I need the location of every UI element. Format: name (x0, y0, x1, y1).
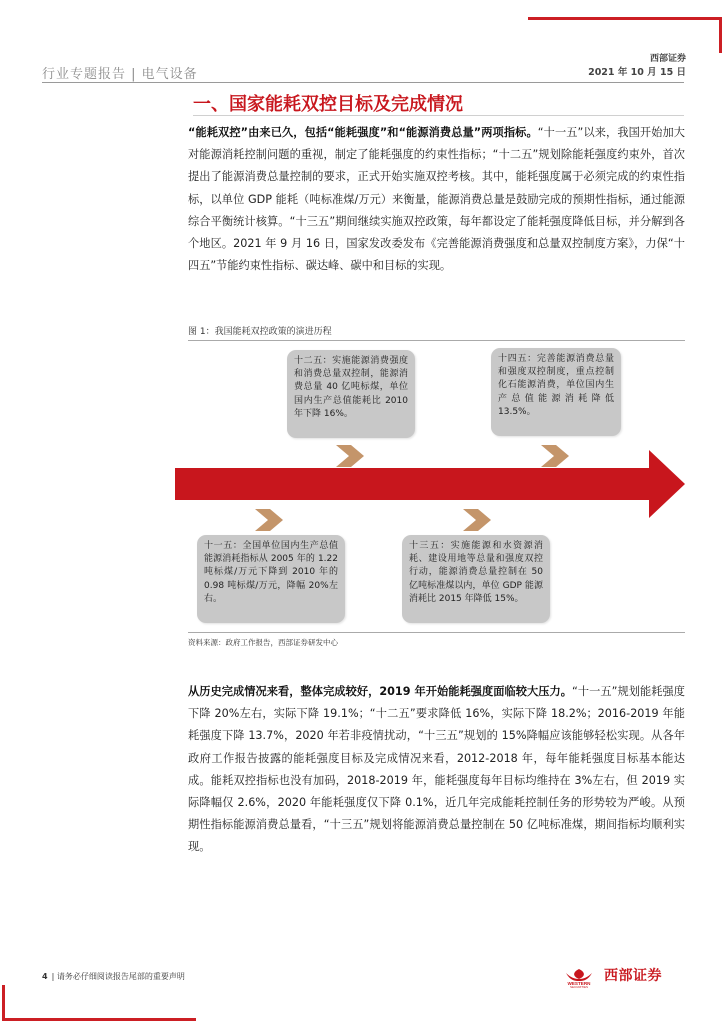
section-divider (193, 115, 684, 116)
chevron-lower (463, 509, 491, 531)
card-14th-five-year-plan: 十四五：完善能源消费总量和强度双控制度，重点控制化石能源消费，单位国内生产总值能源消耗降低 13.5%。 (491, 348, 621, 436)
corner-accent-top-vertical (719, 17, 722, 53)
report-date: 2021 年 10 月 15 日 (588, 67, 686, 78)
corner-accent-bottom-horizontal (2, 1018, 196, 1021)
footer-notice (42, 971, 185, 982)
paragraph-intro-body: “十一五”以来，我国开始加大对能源消耗控制问题的重视，制定了能耗强度的约束性指标；“十二五”规划除能耗强度约束外，首次提出了能源消费总量控制的要求，正式开始实施双控考核。其中，能耗强度属于必须完成的约束性指标，以单位 GDP 能耗（吨标准煤/万元）来衡量，能源消费总量是鼓励完成的预期性指标，通过能源综合平衡统计核算。“十三五”期间继续实施双控政策，每年都设定了能耗强度降低目标，并分解到各个地区。2021 年 9 月 16 日，国家发改委发布《完善能源消费强度和总量双控制度方案》，力保“十四五”节能约束性指标、碳达峰、碳中和目标的实现。 (188, 126, 685, 273)
section-title: 一、国家能耗双控目标及完成情况 (193, 94, 463, 115)
paragraph-history (188, 681, 685, 859)
corner-accent-top-horizontal (528, 17, 722, 20)
page-number: 4 (42, 972, 48, 981)
figure-top-rule (188, 340, 685, 341)
logo-text: WESTERN (567, 981, 591, 986)
card-13th-five-year-plan: 十三五：实施能源和水资源消耗、建设用地等总量和强度双控行动，能源消费总量控制在 50 亿吨标准煤以内，单位 GDP 能源消耗比 2015 年降低 15%。 (402, 535, 550, 623)
paragraph-intro-lead: “能耗双控”由来已久，包括“能耗强度”和“能源消费总量”两项指标。 (188, 126, 538, 139)
policy-evolution-diagram (175, 342, 685, 632)
paragraph-history-lead: 从历史完成情况来看，整体完成较好，2019 年开始能耗强度面临较大压力。 (188, 685, 573, 698)
logo-subtext: SECURITIES (569, 985, 589, 988)
figure-title: 图 1：我国能耗双控政策的演进历程 (188, 327, 332, 337)
corner-accent-bottom-vertical (2, 985, 5, 1021)
timeline-arrow (175, 450, 685, 518)
western-logo-icon (558, 968, 600, 992)
report-category: 行业专题报告 | 电气设备 (42, 67, 198, 82)
card-11th-five-year-plan: 十一五：全国单位国内生产总值能源消耗指标从 2005 年的 1.22 吨标煤/万元下降到 2010 年的 0.98 吨标煤/万元，降幅 20%左右。 (197, 535, 345, 623)
chevron-upper-right (541, 445, 569, 467)
disclaimer-notice: | 请务必仔细阅读报告尾部的重要声明 (51, 972, 185, 981)
figure-source: 资料来源：政府工作报告，西部证券研发中心 (188, 638, 338, 647)
footer-brand: 西部证券 (604, 968, 662, 984)
figure-bottom-rule (188, 632, 685, 633)
chevron-upper (336, 445, 364, 467)
chevron-lower-left (255, 509, 283, 531)
paragraph-intro (188, 122, 685, 277)
header-divider (42, 82, 684, 83)
card-12th-five-year-plan: 十二五：实施能源消费强度和消费总量双控制，能源消费总量 40 亿吨标煤，单位国内生产总值能耗比 2010 年下降 16%。 (287, 350, 415, 438)
paragraph-history-body: “十一五”规划能耗强度下降 20%左右，实际下降 19.1%；“十二五”要求降低 16%，实际下降 18.2%；2016-2019 年能耗强度下降 13.7%，2020 年若非疫情扰动，“十三五”规划的 15%降幅应该能够轻松实现。从各年政府工作报告披露的能耗强度目标及完成情况来看，2012-2018 年，每年能耗强度目标基本能达成。能耗双控指标也没有加码，2018-2019 年，能耗强度每年目标均维持在 3%左右，但 2019 实际降幅仅 2.6%，2020 年能耗强度仅下降 0.1%，近几年完成能耗控制任务的形势较为严峻。从预期性指标能源消费总量看，“十三五”规划将能源消费总量控制在 50 亿吨标准煤，期间指标均顺利实现。 (188, 685, 685, 854)
header-brand: 西部证券 (649, 54, 686, 64)
